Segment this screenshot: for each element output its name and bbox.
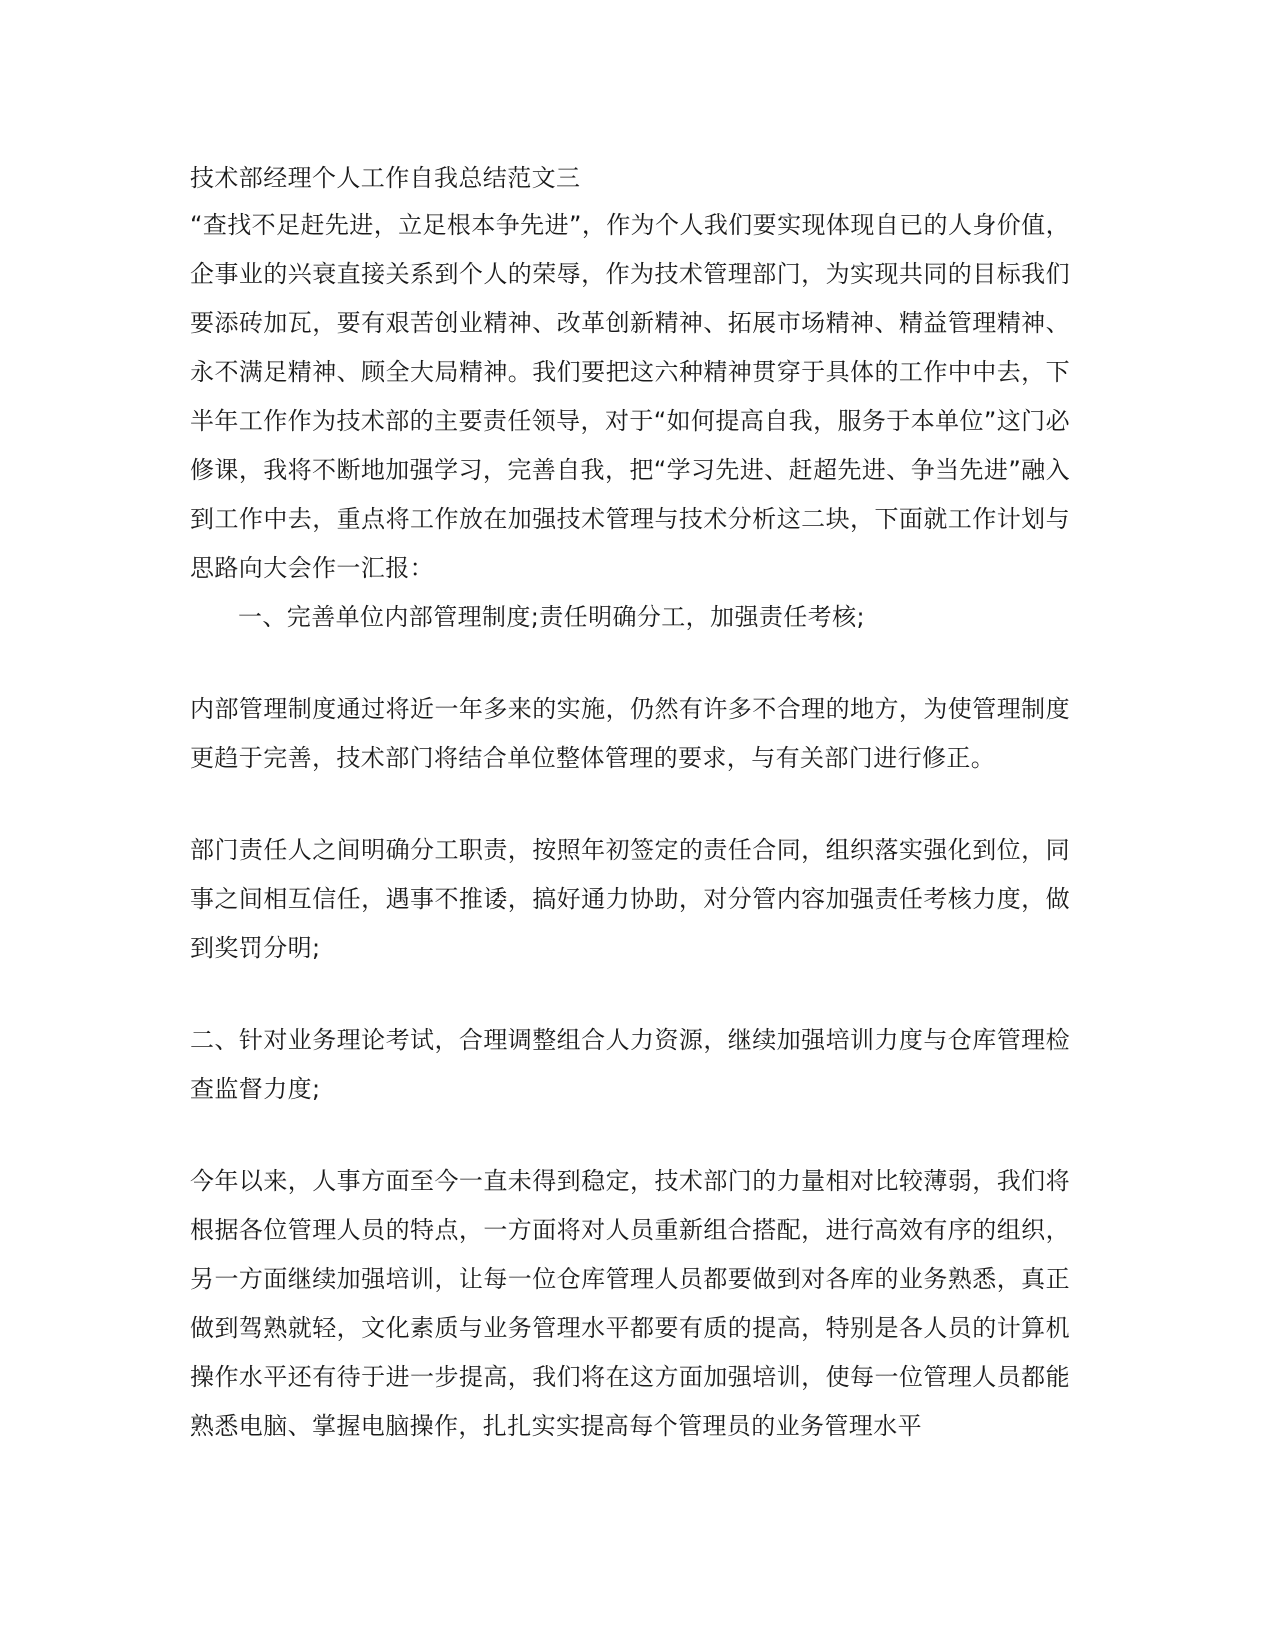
paragraph-management-system: 内部管理制度通过将近一年多来的实施，仍然有许多不合理的地方，为使管理制度更趋于完善，技术部门将结合单位整体管理的要求，与有关部门进行修正。 [190, 695, 1070, 772]
document-body [190, 155, 1070, 1451]
section-heading-2: 二、针对业务理论考试，合理调整组合人力资源，继续加强培训力度与仓库管理检查监督力度; [190, 1026, 1070, 1103]
section-heading-1: 一、完善单位内部管理制度;责任明确分工，加强责任考核; [238, 603, 865, 631]
paragraph-intro: “查找不足赶先进，立足根本争先进”，作为个人我们要实现体现自已的人身价值，企事业的兴衰直接关系到个人的荣辱，作为技术管理部门，为实现共同的目标我们要添砖加瓦，要有艰苦创业精神、改革创新精神、拓展市场精神、精益管理精神、永不满足精神、顾全大局精神。我们要把这六种精神贯穿于具体的工作中中去，下半年工作作为技术部的主要责任领导，对于“如何提高自我，服务于本单位”这门必修课，我将不断地加强学习，完善自我，把“学习先进、赶超先进、争当先进”融入到工作中去，重点将工作放在加强技术管理与技术分析这二块，下面就工作计划与思路向大会作一汇报： [190, 211, 1070, 582]
paragraph-personnel: 今年以来，人事方面至今一直未得到稳定，技术部门的力量相对比较薄弱，我们将根据各位管理人员的特点，一方面将对人员重新组合搭配，进行高效有序的组织，另一方面继续加强培训，让每一位仓库管理人员都要做到对各库的业务熟悉，真正做到驾熟就轻，文化素质与业务管理水平都要有质的提高，特别是各人员的计算机操作水平还有待于进一步提高，我们将在这方面加强培训，使每一位管理人员都能熟悉电脑、掌握电脑操作，扎扎实实提高每个管理员的业务管理水平 [190, 1167, 1070, 1440]
paragraph-responsibility: 部门责任人之间明确分工职责，按照年初签定的责任合同，组织落实强化到位，同事之间相互信任，遇事不推诿，搞好通力协助，对分管内容加强责任考核力度，做到奖罚分明; [190, 836, 1070, 962]
document-title: 技术部经理个人工作自我总结范文三 [190, 164, 581, 192]
